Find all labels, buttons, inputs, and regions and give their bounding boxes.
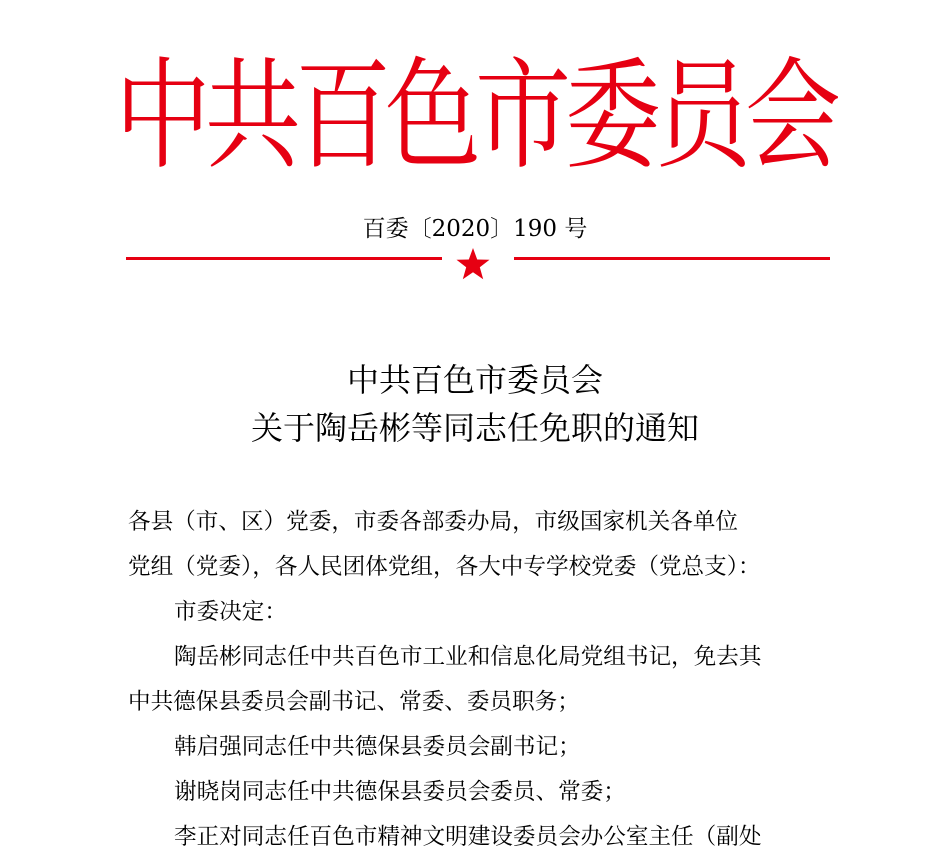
body-line: 韩启强同志任中共德保县委员会副书记； (174, 734, 581, 760)
document-title-line-2: 关于陶岳彬等同志任免职的通知 (250, 409, 699, 447)
red-star-icon (455, 246, 491, 282)
body-line: 市委决定： (174, 599, 287, 625)
document-number: 百委〔2020〕190 号 (362, 216, 588, 242)
document-title-line-1: 中共百色市委员会 (346, 361, 603, 399)
body-line: 中共德保县委员会副书记、常委、委员职务； (128, 689, 580, 715)
body-line: 党组（党委），各人民团体党组，各大中专学校党委（党总支）： (128, 554, 761, 580)
document-masthead: 中共百色市委员会 (115, 45, 835, 186)
document-body (128, 500, 830, 860)
body-line: 谢晓岗同志任中共德保县委员会委员、常委； (174, 779, 626, 805)
red-divider-right (514, 257, 830, 260)
body-line: 陶岳彬同志任中共百色市工业和信息化局党组书记，免去其 (174, 644, 762, 670)
body-line: 李正对同志任百色市精神文明建设委员会办公室主任（副处 (174, 824, 762, 850)
body-line: 各县（市、区）党委，市委各部委办局，市级国家机关各单位 (128, 509, 739, 535)
red-divider-left (126, 257, 442, 260)
